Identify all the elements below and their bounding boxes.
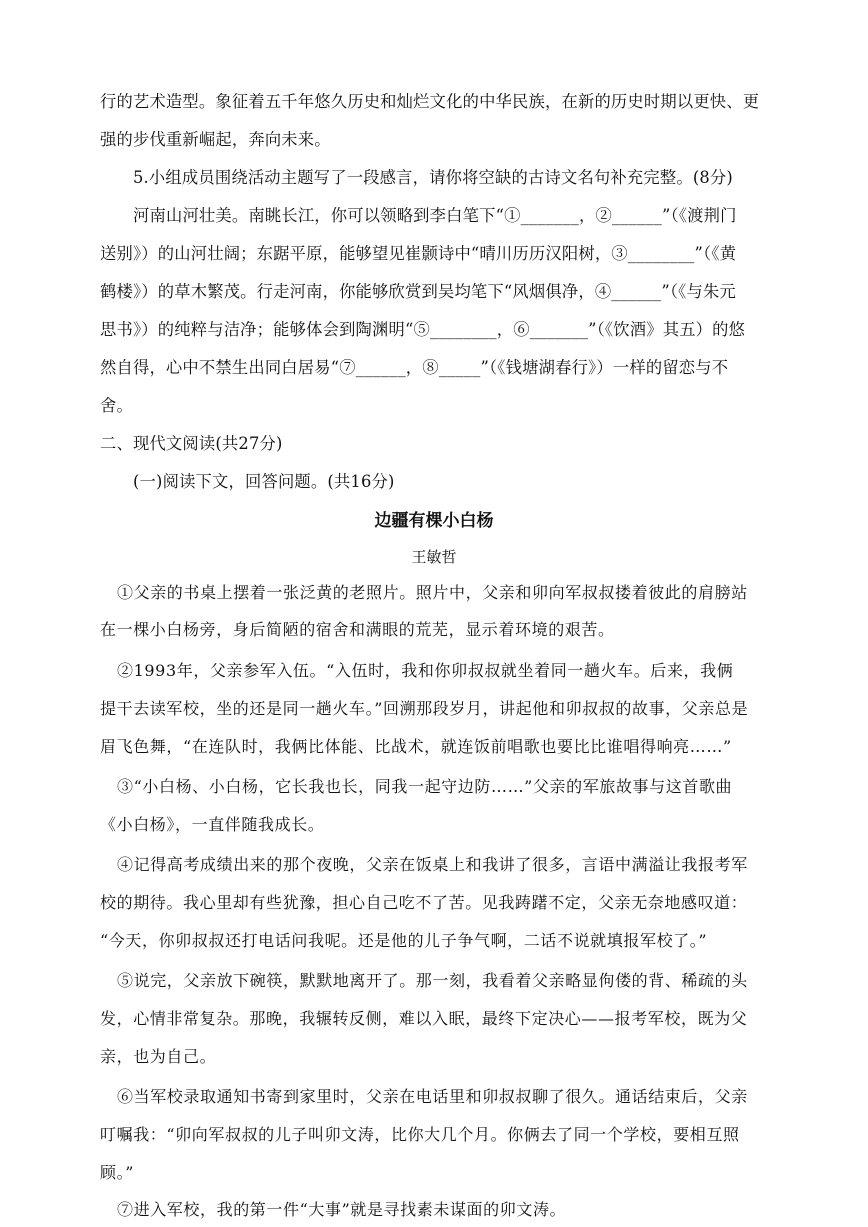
story-line-6: ③“小白杨、小白杨，它长我也长，同我一起守边防……”父亲的军旅故事与这首歌曲 [117,777,733,796]
story-line-12: 发，心情非常复杂。那晚，我辗转反侧，难以入眠，最终下定决心——报考军校，既为父 [100,1009,748,1028]
story-line-17: ⑦进入军校，我的第一件“大事”就是寻找素未谋面的卯文涛。 [117,1200,567,1219]
question-5-line-6: 舍。 [100,396,133,415]
story-line-2: 在一棵小白杨旁，身后简陋的宿舍和满眼的荒芜，显示着环境的艰苦。 [100,620,615,639]
question-5-line-1: 河南山河壮美。南眺长江，你可以领略到李白笔下“①_______，②______”（《渡荆门 [133,206,737,225]
question-5-prompt: 5.小组成员围绕活动主题写了一段感言，请你将空缺的古诗文名句补充完整。(8分) [133,168,733,187]
top-line-1: 行的艺术造型。象征着五千年悠久历史和灿烂文化的中华民族，在新的历史时期以更快、更 [100,92,760,111]
top-line-2: 强的步伐重新崛起，奔向未来。 [100,130,331,149]
section-2-heading: 二、现代文阅读(共27分) [100,434,283,453]
story-line-14: ⑥当军校录取通知书寄到家里时，父亲在电话里和卯叔叔聊了很久。通话结束后，父亲 [117,1087,748,1106]
story-line-5: 眉飞色舞，“在连队时，我俩比体能、比战术，就连饭前唱歌也要比比谁唱得响亮……” [100,737,732,756]
story-line-4: 提干去读军校，坐的还是同一趟火车。”回溯那段岁月，讲起他和卯叔叔的故事，父亲总是 [100,699,749,718]
question-5-line-5: 然自得，心中不禁生出同白居易“⑦______，⑧_____”（《钱塘湖春行》）一样的留恋与不 [100,358,729,377]
story-line-1: ①父亲的书桌上摆着一张泛黄的老照片。照片中，父亲和卯向军叔叔搂着彼此的肩膀站 [117,583,748,602]
question-5-line-3: 鹤楼》）的草木繁茂。行走河南，你能够欣赏到吴均笔下“风烟俱净，④______”（《与朱元 [100,282,736,301]
question-5-line-2: 送别》）的山河壮阔；东踞平原，能够望见崔颢诗中“晴川历历汉阳树，③________”（《黄 [100,244,737,263]
article-title: 边疆有棵小白杨 [374,511,494,531]
story-line-10: “今天，你卯叔叔还打电话问我呢。还是他的儿子争气啊，二话不说就填报军校了。” [100,931,708,950]
story-line-7: 《小白杨》，一直伴随我成长。 [100,815,325,834]
article-author: 王敏哲 [411,548,457,566]
story-line-15: 叮嘱我：“卯向军叔叔的儿子叫卯文涛，比你大几个月。你俩去了同一个学校，要相互照 [100,1125,740,1144]
story-line-13: 亲，也为自己。 [100,1047,217,1066]
story-line-8: ④记得高考成绩出来的那个夜晚，父亲在饭桌上和我讲了很多，言语中满溢让我报考军 [117,855,748,874]
story-line-16: 顾。” [100,1163,134,1182]
question-5-line-4: 思书》）的纯粹与洁净；能够体会到陶渊明“⑤________，⑥_______”（《饮酒》其五）的悠 [100,320,746,339]
story-line-3: ②1993年，父亲参军入伍。“入伍时，我和你卯叔叔就坐着同一趟火车。后来，我俩 [117,661,734,680]
story-line-9: 校的期待。我心里却有些犹豫，担心自己吃不了苦。见我踌躇不定，父亲无奈地感叹道： [100,893,748,912]
story-line-11: ⑤说完，父亲放下碗筷，默默地离开了。那一刻，我看着父亲略显佝偻的背、稀疏的头 [117,971,748,990]
section-2-subheading: (一)阅读下文，回答问题。(共16分) [133,472,395,491]
